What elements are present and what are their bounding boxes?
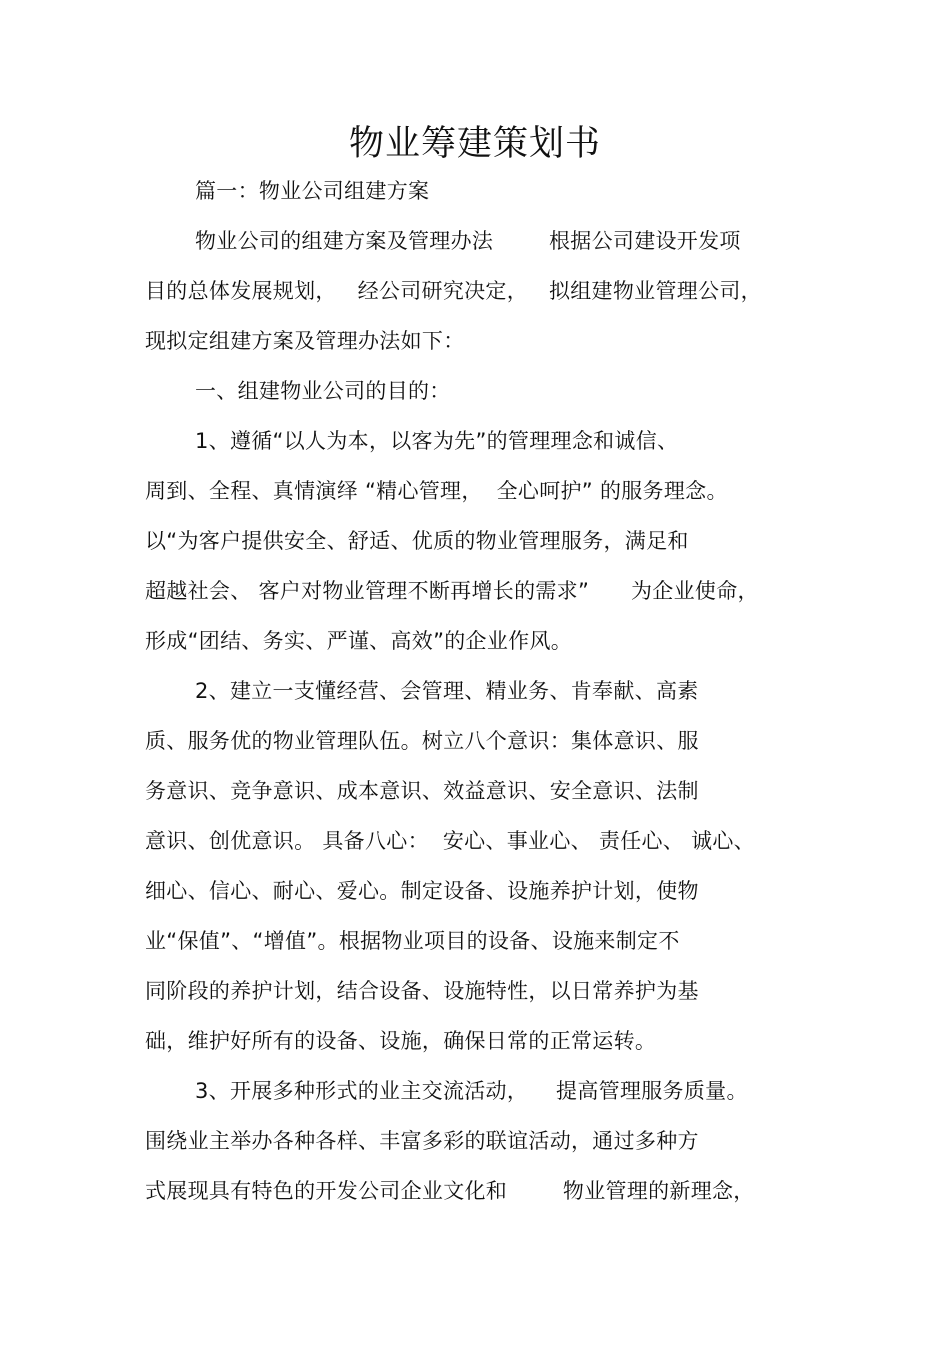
paragraph-line: 2、建立一支懂经营、会管理、精业务、肯奉献、高素 <box>195 679 699 703</box>
document-title: 物业筹建策划书 <box>348 124 601 164</box>
section-heading: 篇一：物业公司组建方案 <box>195 179 430 203</box>
paragraph-line: 质、服务优的物业管理队伍。树立八个意识：集体意识、服 <box>145 729 699 753</box>
paragraph-line: 务意识、竞争意识、成本意识、效益意识、安全意识、法制 <box>145 779 699 803</box>
paragraph-line: 同阶段的养护计划，结合设备、设施特性，以日常养护为基 <box>145 979 699 1003</box>
paragraph-line: 周到、全程、真情演绎 “精心管理， 全心呵护” 的服务理念。 <box>145 479 728 503</box>
paragraph-line: 式展现具有特色的开发公司企业文化和 物业管理的新理念， <box>145 1179 755 1203</box>
paragraph-line: 1、遵循“以人为本，以客为先”的管理理念和诚信、 <box>195 429 679 453</box>
paragraph-line: 物业公司的组建方案及管理办法 根据公司建设开发项 <box>195 229 741 253</box>
paragraph-line: 业“保值”、“增值”。根据物业项目的设备、设施来制定不 <box>145 929 680 953</box>
paragraph-line: 形成“团结、务实、严谨、高效”的企业作风。 <box>145 629 573 653</box>
paragraph-line: 础，维护好所有的设备、设施，确保日常的正常运转。 <box>145 1029 657 1053</box>
paragraph-line: 超越社会、 客户对物业管理不断再增长的需求” 为企业使命， <box>145 579 759 603</box>
paragraph-line: 现拟定组建方案及管理办法如下： <box>145 329 465 353</box>
subsection-heading: 一、组建物业公司的目的： <box>195 379 451 403</box>
paragraph-line: 围绕业主举办各种各样、丰富多彩的联谊活动，通过多种方 <box>145 1129 699 1153</box>
paragraph-line: 意识、创优意识。 具备八心： 安心、事业心、 责任心、 诚心、 <box>145 829 755 853</box>
paragraph-line: 以“为客户提供安全、舒适、优质的物业管理服务，满足和 <box>145 529 689 553</box>
paragraph-line: 目的总体发展规划， 经公司研究决定， 拟组建物业管理公司， <box>145 279 762 303</box>
paragraph-line: 细心、信心、耐心、爱心。制定设备、设施养护计划，使物 <box>145 879 699 903</box>
paragraph-line: 3、开展多种形式的业主交流活动， 提高管理服务质量。 <box>195 1079 748 1103</box>
